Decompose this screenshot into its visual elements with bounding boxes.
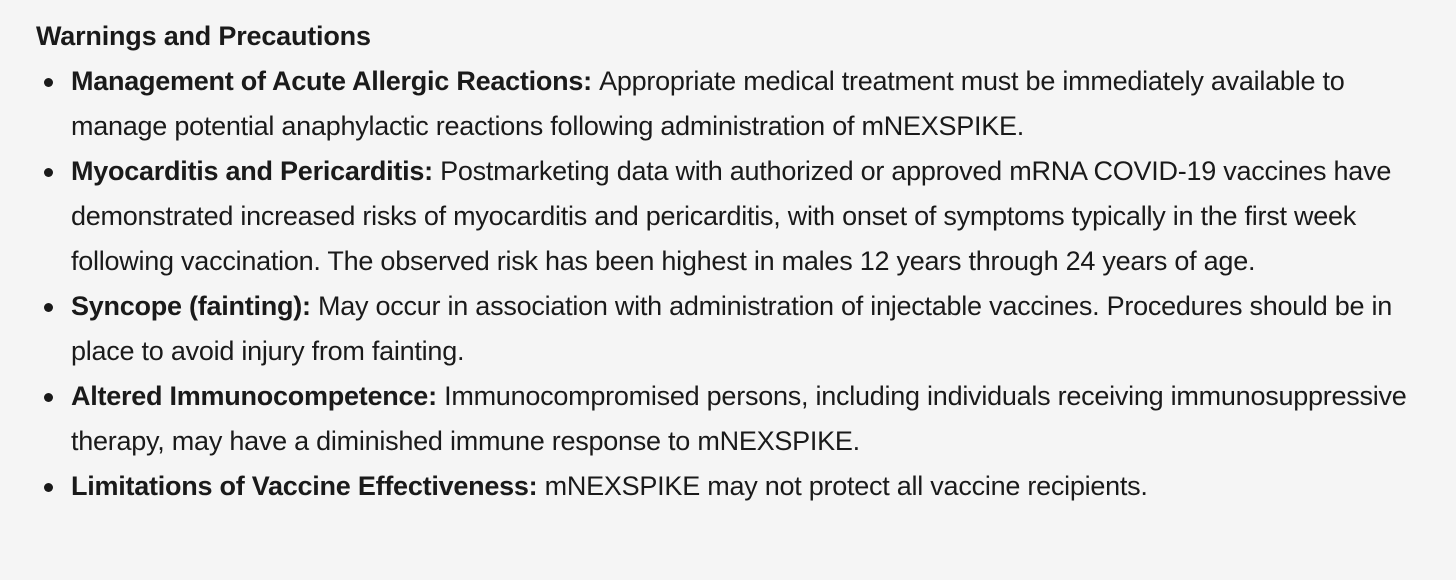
bullet-icon (44, 168, 53, 177)
bullet-icon (44, 393, 53, 402)
item-term: Syncope (fainting): (71, 291, 318, 321)
bullet-icon (44, 303, 53, 312)
item-term: Limitations of Vaccine Effectiveness: (71, 471, 545, 501)
list-item (36, 374, 1436, 464)
list-item (36, 464, 1436, 509)
list-item (36, 59, 1436, 149)
warnings-list (36, 59, 1436, 509)
list-item (36, 149, 1436, 284)
item-term: Myocarditis and Pericarditis: (71, 156, 441, 186)
warnings-section (36, 14, 1436, 509)
item-text: mNEXSPIKE may not protect all vaccine recipients. (544, 471, 1148, 501)
list-item (36, 284, 1436, 374)
item-text: Postmarketing data with authorized or approved mRNA COVID-19 vaccines have demonstrated increased risks of myocarditis and pericarditis, with onset of symptoms typically in the first week following vaccination. The observed risk has been highest in males 12 years through 24 years of age. (71, 156, 1392, 276)
bullet-icon (44, 483, 53, 492)
item-text: May occur in association with administration of injectable vaccines. Procedures should be in place to avoid injury from fainting. (71, 291, 1393, 366)
item-term: Management of Acute Allergic Reactions: (71, 66, 600, 96)
item-text: Appropriate medical treatment must be immediately available to manage potential anaphylactic reactions following administration of mNEXSPIKE. (71, 66, 1345, 141)
bullet-icon (44, 78, 53, 87)
section-heading: Warnings and Precautions (36, 21, 371, 51)
item-text: Immunocompromised persons, including individuals receiving immunosuppressive therapy, may have a diminished immune response to mNEXSPIKE. (71, 381, 1407, 456)
item-term: Altered Immunocompetence: (71, 381, 445, 411)
